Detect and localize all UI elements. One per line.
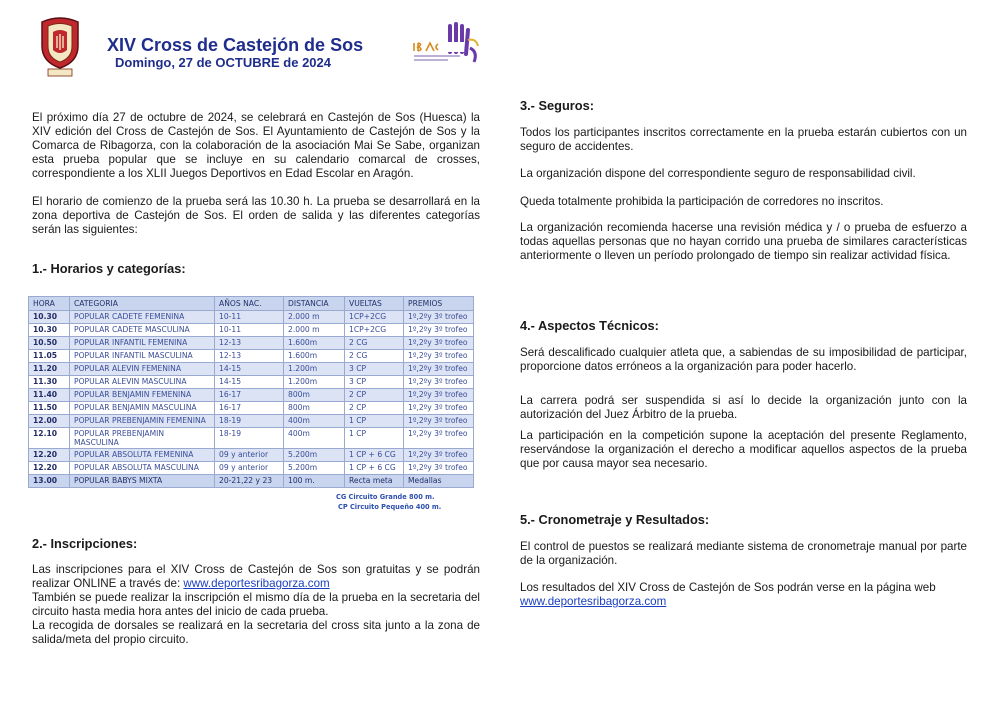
table-cell: 10-11 — [215, 311, 284, 324]
table-row — [29, 402, 474, 415]
table-cell: 1CP+2CG — [345, 311, 404, 324]
table-cell: 2 CP — [345, 389, 404, 402]
table-cell: 1º,2ºy 3º trofeo — [404, 415, 474, 428]
table-cell: 400m — [284, 428, 345, 449]
table-cell: 18-19 — [215, 428, 284, 449]
table-cell: 1º,2ºy 3º trofeo — [404, 402, 474, 415]
table-row — [29, 363, 474, 376]
table-cell: 16-17 — [215, 389, 284, 402]
table-cell: 1CP+2CG — [345, 324, 404, 337]
table-cell: POPULAR CADETE FEMENINA — [70, 311, 215, 324]
table-cell: 09 y anterior — [215, 449, 284, 462]
table-cell: 1º,2ºy 3º trofeo — [404, 363, 474, 376]
column-header: DISTANCIA — [284, 297, 345, 311]
categories-table — [28, 296, 474, 488]
seguros-paragraph-1: Todos los participantes inscritos correctamente en la prueba estarán cubiertos con un seguro de accidentes. — [520, 126, 967, 153]
table-cell: 1º,2ºy 3º trofeo — [404, 428, 474, 449]
table-cell: 1.200m — [284, 376, 345, 389]
table-cell: 1º,2ºy 3º trofeo — [404, 350, 474, 363]
table-cell: 3 CP — [345, 376, 404, 389]
inscripciones-paragraph-1: Las inscripciones para el XIV Cross de Castejón de Sos son gratuitas y se podrán realizar ONLINE a través de: — [32, 563, 480, 590]
table-cell: 2 CG — [345, 337, 404, 350]
column-header: VUELTAS — [345, 297, 404, 311]
table-cell: 14-15 — [215, 376, 284, 389]
table-row — [29, 324, 474, 337]
results-text: Los resultados del XIV Cross de Castejón de Sos podrán verse en la página web — [520, 581, 936, 594]
inscripciones-link[interactable]: www.deportesribagorza.com — [183, 577, 330, 590]
table-cell: 5.200m — [284, 449, 345, 462]
table-header-row — [29, 297, 474, 311]
table-row — [29, 350, 474, 363]
column-header: CATEGORIA — [70, 297, 215, 311]
table-row — [29, 449, 474, 462]
table-cell-hora: 10.30 — [29, 324, 70, 337]
table-row — [29, 376, 474, 389]
table-cell: 800m — [284, 402, 345, 415]
legend-note-cp: CP Circuito Pequeño 400 m. — [338, 503, 442, 511]
section-heading-cronometraje: 5.- Cronometraje y Resultados: — [520, 512, 710, 527]
table-cell: 3 CP — [345, 363, 404, 376]
table-row — [29, 311, 474, 324]
table-cell: 1 CP + 6 CG — [345, 449, 404, 462]
table-cell: POPULAR BENJAMIN FEMENINA — [70, 389, 215, 402]
table-cell: POPULAR PREBENJAMIN FEMENINA — [70, 415, 215, 428]
table-cell: 2 CG — [345, 350, 404, 363]
inscripciones-paragraph-2: También se puede realizar la inscripción el mismo día de la prueba en la secretaria del circuito hasta media hora antes del inicio de cada prueba. — [32, 591, 480, 618]
table-cell: 12-13 — [215, 350, 284, 363]
table-cell: POPULAR PREBENJAMIN MASCULINA — [70, 428, 215, 449]
table-cell: 1º,2ºy 3º trofeo — [404, 311, 474, 324]
intro-paragraph-2: El horario de comienzo de la prueba será las 10.30 h. La prueba se desarrollará en la zona deportiva de Castejón de Sos. El orden de salida y las diferentes categorías serán las siguientes: — [32, 195, 480, 236]
table-cell: 1º,2ºy 3º trofeo — [404, 449, 474, 462]
inscripciones-paragraph-3: La recogida de dorsales se realizará en la secretaria del cross sita junto a la zona de salida/meta del propio circuito. — [32, 619, 480, 646]
seguros-paragraph-2: La organización dispone del correspondiente seguro de responsabilidad civil. — [520, 167, 916, 180]
aspectos-paragraph-2: La carrera podrá ser suspendida si así lo decide la organización junto con la autorización del Juez Árbitro de la prueba. — [520, 394, 967, 421]
column-header: PREMIOS — [404, 297, 474, 311]
section-heading-aspectos: 4.- Aspectos Técnicos: — [520, 318, 659, 333]
column-header: HORA — [29, 297, 70, 311]
table-cell: 400m — [284, 415, 345, 428]
aspectos-paragraph-3: La participación en la competición supone la aceptación del presente Reglamento, reservándose la organización el derecho a modificar aquellos aspectos de la prueba que por causa mayor sea necesario. — [520, 429, 967, 470]
section-heading-horarios: 1.- Horarios y categorías: — [32, 261, 186, 276]
table-cell: POPULAR ALEVIN FEMENINA — [70, 363, 215, 376]
table-cell-hora: 12.20 — [29, 462, 70, 475]
section-heading-seguros: 3.- Seguros: — [520, 98, 594, 113]
table-cell: POPULAR ABSOLUTA MASCULINA — [70, 462, 215, 475]
table-cell: POPULAR ABSOLUTA FEMENINA — [70, 449, 215, 462]
table-cell: 1 CP — [345, 428, 404, 449]
results-link[interactable]: www.deportesribagorza.com — [520, 595, 667, 608]
table-cell: 1º,2ºy 3º trofeo — [404, 462, 474, 475]
table-cell: 800m — [284, 389, 345, 402]
table-cell: 1º,2ºy 3º trofeo — [404, 389, 474, 402]
table-row — [29, 389, 474, 402]
aspectos-paragraph-1: Será descalificado cualquier atleta que, a sabiendas de su imposibilidad de participar, proporcione datos erróneos a la organización para poder hacerlo. — [520, 346, 967, 373]
table-cell: 2.000 m — [284, 324, 345, 337]
document-title: XIV Cross de Castejón de Sos — [107, 35, 364, 55]
table-cell: 1.200m — [284, 363, 345, 376]
table-cell: 1º,2ºy 3º trofeo — [404, 337, 474, 350]
cronometraje-paragraph-1: El control de puestos se realizará mediante sistema de cronometraje manual por parte de la organización. — [520, 540, 967, 567]
table-cell-hora: 11.20 — [29, 363, 70, 376]
table-cell: POPULAR INFANTIL MASCULINA — [70, 350, 215, 363]
table-cell-hora: 11.30 — [29, 376, 70, 389]
table-cell: 14-15 — [215, 363, 284, 376]
table-cell: POPULAR BENJAMIN MASCULINA — [70, 402, 215, 415]
table-cell: 2 CP — [345, 402, 404, 415]
table-cell: POPULAR BABYS MIXTA — [70, 475, 215, 488]
table-cell-hora: 11.50 — [29, 402, 70, 415]
table-cell-hora: 12.00 — [29, 415, 70, 428]
intro-paragraph-1: El próximo día 27 de octubre de 2024, se celebrará en Castejón de Sos (Huesca) la XIV edición del Cross de Castejón de Sos. El Ayuntamiento de Castejón de Sos y la Comarca de Ribagorza, con la colaboración de la asociación Mai Se Sabe, organizan esta prueba popular que se incluye en su calendario comarcal de crosses, correspondiente a los XLII Juegos Deportivos en Edad Escolar en Aragón. — [32, 111, 480, 180]
table-cell-hora: 10.30 — [29, 311, 70, 324]
table-cell-hora: 12.20 — [29, 449, 70, 462]
table-cell: 09 y anterior — [215, 462, 284, 475]
table-cell: Medallas — [404, 475, 474, 488]
table-cell: 1º,2ºy 3º trofeo — [404, 376, 474, 389]
table-cell: 1 CP — [345, 415, 404, 428]
section-heading-inscripciones: 2.- Inscripciones: — [32, 536, 138, 551]
table-cell: 5.200m — [284, 462, 345, 475]
cronometraje-paragraph-2 — [520, 581, 967, 609]
table-cell-hora: 11.40 — [29, 389, 70, 402]
table-row — [29, 428, 474, 449]
table-cell: 12-13 — [215, 337, 284, 350]
table-cell: 2.000 m — [284, 311, 345, 324]
document-subtitle: Domingo, 27 de OCTUBRE de 2024 — [115, 55, 331, 70]
table-cell: POPULAR INFANTIL FEMENINA — [70, 337, 215, 350]
table-cell: POPULAR CADETE MASCULINA — [70, 324, 215, 337]
table-cell: 20-21,22 y 23 — [215, 475, 284, 488]
table-cell: 1.600m — [284, 350, 345, 363]
table-cell-hora: 13.00 — [29, 475, 70, 488]
table-cell: 1 CP + 6 CG — [345, 462, 404, 475]
table-cell: 100 m. — [284, 475, 345, 488]
table-row — [29, 462, 474, 475]
seguros-paragraph-3: Queda totalmente prohibida la participación de corredores no inscritos. — [520, 195, 884, 208]
crest-logo — [36, 16, 84, 78]
table-cell: 1.600m — [284, 337, 345, 350]
table-cell-hora: 10.50 — [29, 337, 70, 350]
inscripciones-text — [32, 563, 480, 647]
table-cell-hora: 11.05 — [29, 350, 70, 363]
legend-note-cg: CG Circuito Grande 800 m. — [336, 493, 435, 501]
table-cell: 16-17 — [215, 402, 284, 415]
table-cell: 1º,2ºy 3º trofeo — [404, 324, 474, 337]
table-cell: Recta meta — [345, 475, 404, 488]
column-header: AÑOS NAC. — [215, 297, 284, 311]
table-cell: 18-19 — [215, 415, 284, 428]
table-row — [29, 475, 474, 488]
ribagorza-logo — [408, 22, 484, 72]
table-body — [29, 311, 474, 488]
table-cell: POPULAR ALEVIN MASCULINA — [70, 376, 215, 389]
table-cell-hora: 12.10 — [29, 428, 70, 449]
table-row — [29, 415, 474, 428]
table-row — [29, 337, 474, 350]
table-cell: 10-11 — [215, 324, 284, 337]
seguros-paragraph-4: La organización recomienda hacerse una revisión médica y / o prueba de esfuerzo a todas aquellas personas que no hayan corrido una prueba de similares características anteriormente o lleven un período prolongado de tiempo sin realizar actividad física. — [520, 221, 967, 262]
